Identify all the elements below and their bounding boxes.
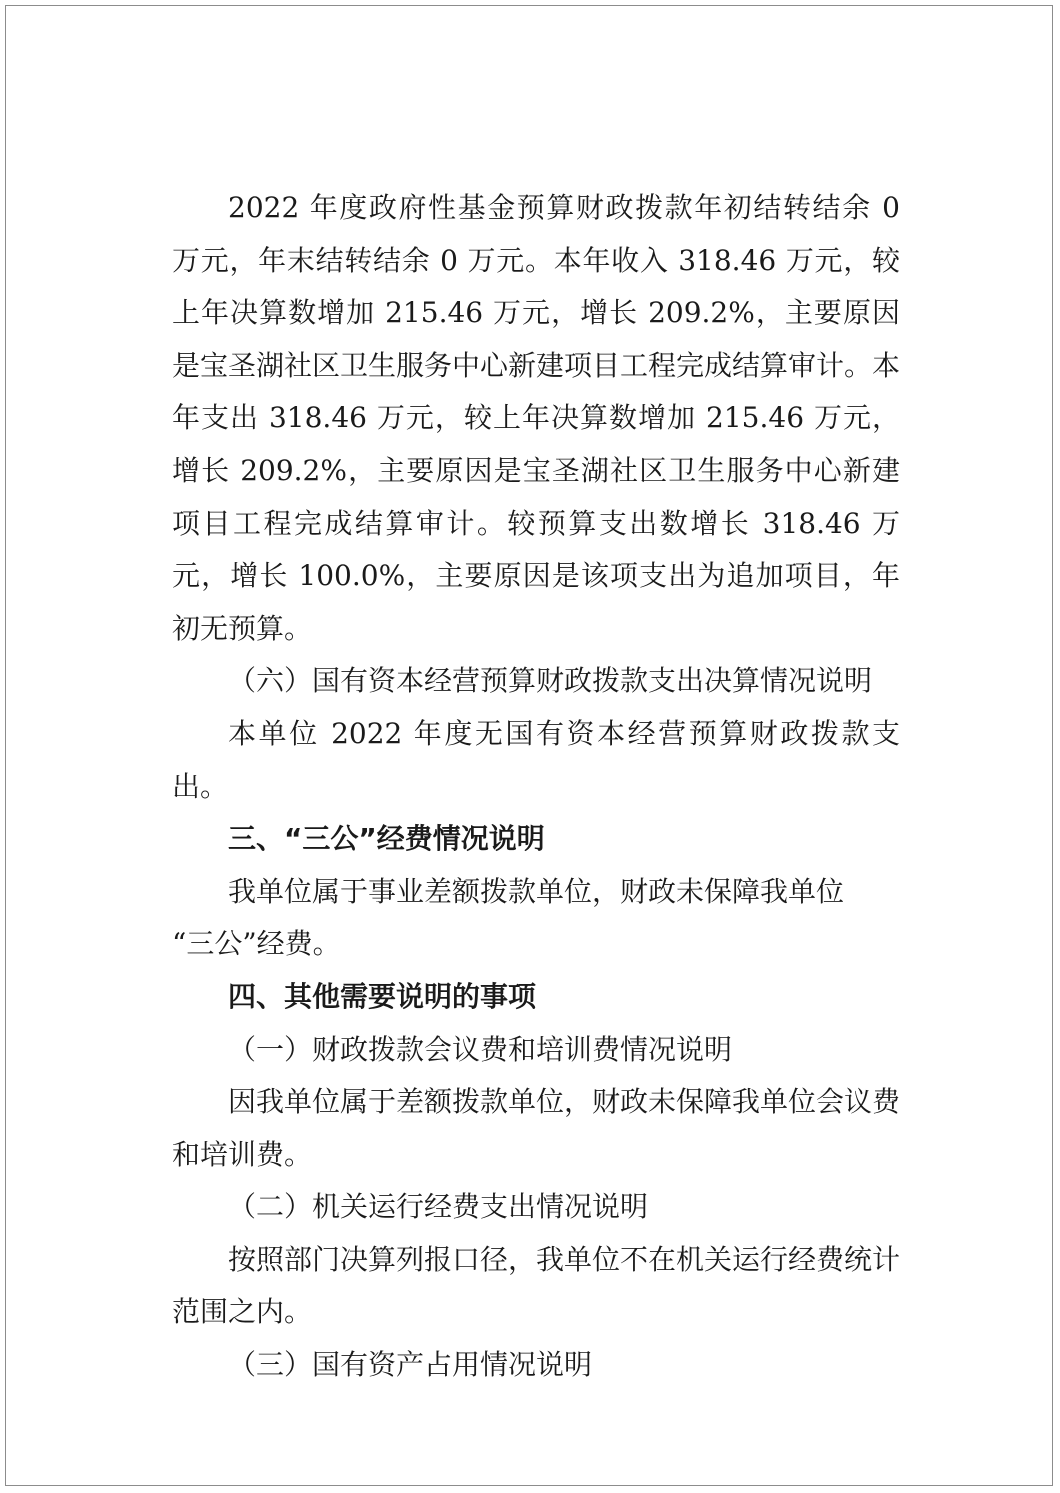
paragraph-three-public-line1: 我单位属于事业差额拨款单位，财政未保障我单位 xyxy=(228,874,845,908)
subheading-meeting-training: （一）财政拨款会议费和培训费情况说明 xyxy=(228,1032,733,1066)
paragraph-three-public-line2: “三公”经费。 xyxy=(172,927,341,961)
paragraph-state-capital: 本单位 2022 年度无国有资本经营预算财政拨款支出。 xyxy=(172,716,900,803)
subheading-state-assets: （三）国有资产占用情况说明 xyxy=(228,1348,593,1382)
heading-three-public: 三、“三公”经费情况说明 xyxy=(228,822,545,856)
document-body xyxy=(172,182,900,1392)
heading-other-matters: 四、其他需要说明的事项 xyxy=(228,979,537,1013)
document-page xyxy=(5,5,1053,1486)
subheading-operating-costs: （二）机关运行经费支出情况说明 xyxy=(228,1190,649,1224)
paragraph-fund-budget: 2022 年度政府性基金预算财政拨款年初结转结余 0 万元，年末结转结余 0 万元。本年收入 318.46 万元，较上年决算数增加 215.46 万元，增长 209.2%，主要原因是宝圣湖社区卫生服务中心新建项目工程完成结算审计。本年支出 318.46 万元，较上年决算数增加 215.46 万元，增长 209.2%，主要原因是宝圣湖社区卫生服务中心新建项目工程完成结算审计。较预算支出数增长 318.46 万元，增长 100.0%，主要原因是该项支出为追加项目，年初无预算。 xyxy=(172,191,901,645)
paragraph-operating-costs: 按照部门决算列报口径，我单位不在机关运行经费统计范围之内。 xyxy=(172,1242,901,1329)
paragraph-meeting-training: 因我单位属于差额拨款单位，财政未保障我单位会议费和培训费。 xyxy=(172,1085,901,1171)
subheading-state-capital: （六）国有资本经营预算财政拨款支出决算情况说明 xyxy=(228,664,873,698)
